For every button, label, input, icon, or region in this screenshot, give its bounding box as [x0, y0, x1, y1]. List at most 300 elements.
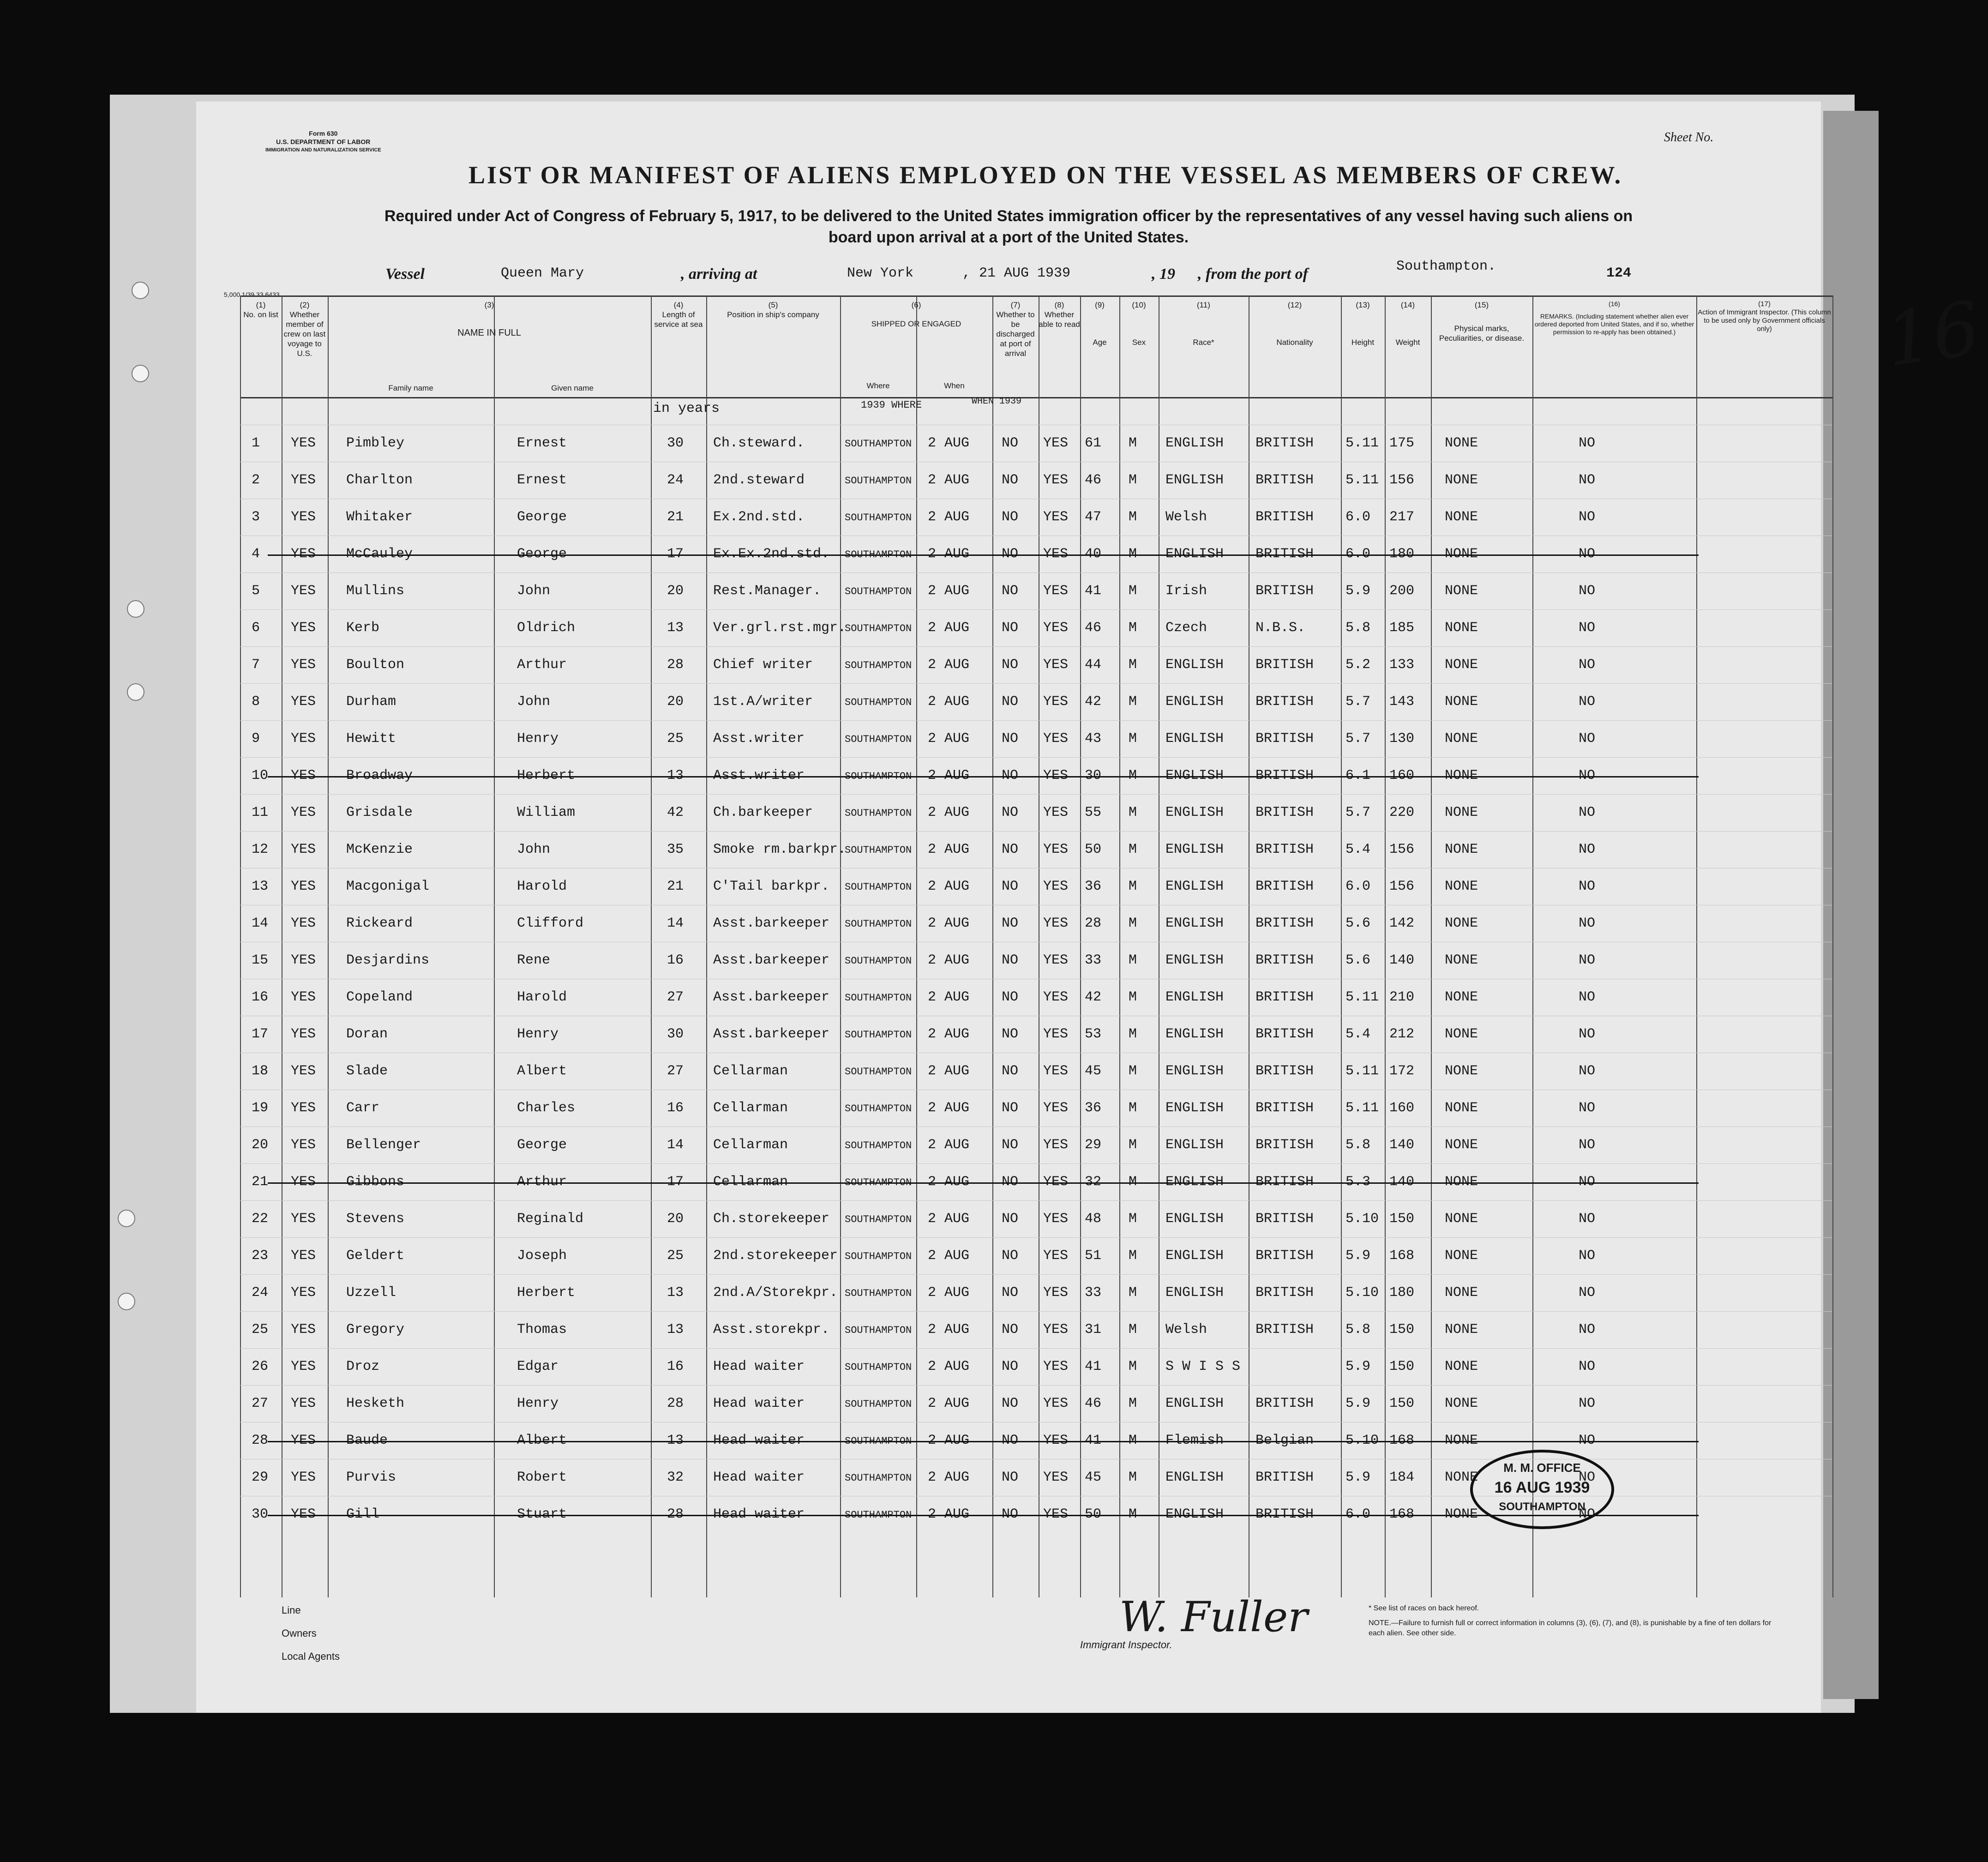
cell-marks: NONE	[1445, 472, 1478, 488]
cell-position: Asst.storekpr.	[713, 1322, 830, 1338]
cell-remarks: NO	[1579, 583, 1596, 599]
table-row	[240, 1274, 1832, 1312]
cell-position: 2nd.storekeeper	[713, 1248, 838, 1264]
cell-position: Asst.barkeeper	[713, 952, 830, 968]
cell-no: 20	[252, 1137, 269, 1153]
cell-race: ENGLISH	[1165, 435, 1224, 451]
cell-given: Edgar	[517, 1359, 559, 1374]
cell-read: YES	[1043, 1137, 1069, 1153]
cell-crew: YES	[291, 472, 316, 488]
cell-nationality: BRITISH	[1255, 583, 1314, 599]
cell-crew: YES	[291, 1211, 316, 1227]
cell-no: 29	[252, 1470, 269, 1485]
cell-age: 46	[1085, 620, 1102, 636]
cell-marks: NONE	[1445, 768, 1478, 783]
cell-crew: YES	[291, 694, 316, 710]
cell-discharged: NO	[1002, 435, 1019, 451]
cell-crew: YES	[291, 879, 316, 894]
cell-crew: YES	[291, 842, 316, 857]
cell-sex: M	[1129, 1026, 1137, 1042]
cell-family: Carr	[346, 1100, 380, 1116]
cell-race: ENGLISH	[1165, 916, 1224, 931]
cell-discharged: NO	[1002, 657, 1019, 673]
cell-family: Stevens	[346, 1211, 405, 1227]
cell-race: Welsh	[1165, 509, 1207, 525]
cell-when: 2 AUG	[928, 879, 970, 894]
list-number: 124	[1606, 265, 1632, 281]
table-row	[240, 757, 1832, 795]
cell-remarks: NO	[1579, 546, 1596, 562]
cell-nationality: BRITISH	[1255, 435, 1314, 451]
cell-where: SOUTHAMPTON	[845, 881, 912, 893]
cell-no: 2	[252, 472, 260, 488]
cell-crew: YES	[291, 916, 316, 931]
strikethrough-line	[268, 1441, 1699, 1442]
cell-race: ENGLISH	[1165, 989, 1224, 1005]
cell-remarks: NO	[1579, 768, 1596, 783]
header-col-1: (1) No. on list	[243, 301, 278, 319]
table-row	[240, 1237, 1832, 1275]
cell-age: 41	[1085, 1359, 1102, 1374]
cell-where: SOUTHAMPTON	[845, 660, 912, 671]
col-rule	[1832, 295, 1833, 1597]
cell-position: Asst.writer	[713, 768, 805, 783]
cell-position: Asst.barkeeper	[713, 989, 830, 1005]
cell-weight: 150	[1389, 1359, 1415, 1374]
cell-read: YES	[1043, 805, 1069, 820]
cell-no: 9	[252, 731, 260, 747]
cell-read: YES	[1043, 1322, 1069, 1338]
service-unit-note: in years	[653, 401, 720, 416]
departure-port: Southampton.	[1396, 259, 1496, 274]
cell-service: 25	[667, 731, 684, 747]
strikethrough-line	[268, 776, 1699, 777]
cell-marks: NONE	[1445, 1322, 1478, 1338]
cell-crew: YES	[291, 952, 316, 968]
cell-family: Hewitt	[346, 731, 396, 747]
cell-height: 5.7	[1345, 694, 1371, 710]
table-row	[240, 1163, 1832, 1201]
cell-given: Arthur	[517, 1174, 567, 1190]
cell-crew: YES	[291, 1174, 316, 1190]
cell-nationality: Belgian	[1255, 1433, 1314, 1448]
cell-sex: M	[1129, 657, 1137, 673]
cell-age: 41	[1085, 583, 1102, 599]
cell-when: 2 AUG	[928, 1359, 970, 1374]
cell-age: 33	[1085, 952, 1102, 968]
cell-height: 5.8	[1345, 620, 1371, 636]
cell-read: YES	[1043, 1063, 1069, 1079]
cell-age: 50	[1085, 842, 1102, 857]
cell-service: 17	[667, 546, 684, 562]
cell-nationality: BRITISH	[1255, 1322, 1314, 1338]
cell-sex: M	[1129, 620, 1137, 636]
cell-height: 6.0	[1345, 1506, 1371, 1522]
cell-marks: NONE	[1445, 620, 1478, 636]
cell-given: John	[517, 583, 551, 599]
line-label: Line	[282, 1604, 301, 1616]
cell-nationality: BRITISH	[1255, 916, 1314, 931]
inspector-signature: W. Fuller	[1119, 1593, 1308, 1641]
cell-marks: NONE	[1445, 1470, 1478, 1485]
cell-nationality: BRITISH	[1255, 731, 1314, 747]
cell-service: 13	[667, 1433, 684, 1448]
arriving-label: , arriving at	[681, 265, 757, 283]
cell-height: 6.0	[1345, 546, 1371, 562]
page-title: LIST OR MANIFEST OF ALIENS EMPLOYED ON THE VESSEL AS MEMBERS OF CREW.	[468, 161, 1623, 189]
cell-no: 1	[252, 435, 260, 451]
cell-no: 23	[252, 1248, 269, 1264]
local-agents-label: Local Agents	[282, 1651, 340, 1662]
cell-when: 2 AUG	[928, 472, 970, 488]
cell-when: 2 AUG	[928, 768, 970, 783]
cell-age: 44	[1085, 657, 1102, 673]
cell-given: William	[517, 805, 576, 820]
penalty-note: NOTE.—Failure to furnish full or correct information in columns (3), (6), (7), and (8), is punishable by a fine of ten dollars for each alien. See other side.	[1369, 1619, 1772, 1637]
cell-when: 2 AUG	[928, 731, 970, 747]
cell-service: 20	[667, 694, 684, 710]
cell-race: ENGLISH	[1165, 1063, 1224, 1079]
cell-nationality: BRITISH	[1255, 509, 1314, 525]
cell-service: 28	[667, 657, 684, 673]
cell-remarks: NO	[1579, 989, 1596, 1005]
cell-marks: NONE	[1445, 1396, 1478, 1411]
cell-discharged: NO	[1002, 1137, 1019, 1153]
cell-no: 3	[252, 509, 260, 525]
cell-height: 5.9	[1345, 1248, 1371, 1264]
cell-weight: 168	[1389, 1248, 1415, 1264]
cell-service: 13	[667, 620, 684, 636]
cell-when: 2 AUG	[928, 1137, 970, 1153]
cell-no: 22	[252, 1211, 269, 1227]
header-col-15: (15) Physical marks, Peculiarities, or disease.	[1439, 301, 1525, 343]
cell-when: 2 AUG	[928, 1063, 970, 1079]
table-row	[240, 1200, 1832, 1238]
cell-marks: NONE	[1445, 1433, 1478, 1448]
cell-weight: 156	[1389, 472, 1415, 488]
header-col-9: (9) Age	[1093, 301, 1107, 347]
cell-nationality: N.B.S.	[1255, 620, 1306, 636]
cell-race: ENGLISH	[1165, 879, 1224, 894]
cell-where: SOUTHAMPTON	[845, 1288, 912, 1299]
cell-service: 20	[667, 583, 684, 599]
cell-given: Henry	[517, 1396, 559, 1411]
cell-no: 10	[252, 768, 269, 783]
header-col-4: (4) Length of service at sea	[654, 301, 703, 329]
cell-marks: NONE	[1445, 1506, 1478, 1522]
print-code: 5,000 1/39 33.6433	[224, 291, 280, 298]
cell-nationality: BRITISH	[1255, 879, 1314, 894]
manifest-table	[240, 295, 1832, 1597]
cell-family: Gibbons	[346, 1174, 405, 1190]
cell-height: 5.9	[1345, 1359, 1371, 1374]
cell-height: 5.2	[1345, 657, 1371, 673]
cell-height: 5.4	[1345, 842, 1371, 857]
cell-family: Whitaker	[346, 509, 413, 525]
cell-sex: M	[1129, 1137, 1137, 1153]
header-col-14: (14) Weight	[1395, 301, 1420, 347]
cell-height: 5.10	[1345, 1285, 1379, 1301]
cell-no: 16	[252, 989, 269, 1005]
cell-remarks: NO	[1579, 731, 1596, 747]
cell-remarks: NO	[1579, 879, 1596, 894]
sheet-number-label: Sheet No.	[1664, 130, 1714, 145]
cell-race: ENGLISH	[1165, 1470, 1224, 1485]
cell-height: 5.11	[1345, 1100, 1379, 1116]
owners-label: Owners	[282, 1627, 317, 1639]
cell-service: 28	[667, 1506, 684, 1522]
cell-age: 51	[1085, 1248, 1102, 1264]
cell-sex: M	[1129, 916, 1137, 931]
cell-where: SOUTHAMPTON	[845, 807, 912, 819]
cell-race: ENGLISH	[1165, 694, 1224, 710]
cell-nationality: BRITISH	[1255, 694, 1314, 710]
cell-given: Ernest	[517, 472, 567, 488]
cell-race: Welsh	[1165, 1322, 1207, 1338]
header-col-11: (11) Race*	[1193, 301, 1214, 347]
cell-read: YES	[1043, 1506, 1069, 1522]
cell-where: SOUTHAMPTON	[845, 992, 912, 1004]
header-when: When	[944, 381, 965, 390]
cell-height: 5.9	[1345, 1396, 1371, 1411]
table-row	[240, 609, 1832, 647]
cell-marks: NONE	[1445, 1285, 1478, 1301]
cell-service: 42	[667, 805, 684, 820]
cell-when: 2 AUG	[928, 1470, 970, 1485]
cell-height: 5.11	[1345, 472, 1379, 488]
table-top-rule	[240, 295, 1832, 297]
sheet-number-handwritten: 16	[1880, 284, 1985, 384]
races-note: * See list of races on back hereof.	[1369, 1604, 1479, 1612]
cell-age: 55	[1085, 805, 1102, 820]
cell-position: Ex.2nd.std.	[713, 509, 805, 525]
binder-hole	[127, 600, 144, 618]
year-label: , 19	[1152, 265, 1175, 283]
cell-no: 11	[252, 805, 269, 820]
cell-race: ENGLISH	[1165, 731, 1224, 747]
cell-marks: NONE	[1445, 1100, 1478, 1116]
cell-given: Robert	[517, 1470, 567, 1485]
cell-age: 46	[1085, 1396, 1102, 1411]
cell-age: 32	[1085, 1174, 1102, 1190]
cell-age: 43	[1085, 731, 1102, 747]
cell-height: 5.6	[1345, 916, 1371, 931]
cell-race: ENGLISH	[1165, 1211, 1224, 1227]
cell-given: Harold	[517, 989, 567, 1005]
header-given-name: Given name	[551, 384, 594, 392]
cell-crew: YES	[291, 1285, 316, 1301]
header-col-3: (3) NAME IN FULL	[457, 301, 521, 338]
cell-read: YES	[1043, 1026, 1069, 1042]
cell-remarks: NO	[1579, 1396, 1596, 1411]
cell-crew: YES	[291, 1100, 316, 1116]
binder-hole	[132, 365, 149, 382]
arrival-port: New York	[847, 265, 914, 281]
cell-read: YES	[1043, 1248, 1069, 1264]
cell-weight: 150	[1389, 1211, 1415, 1227]
cell-read: YES	[1043, 1285, 1069, 1301]
cell-height: 5.4	[1345, 1026, 1371, 1042]
header-col-13: (13) Height	[1351, 301, 1375, 347]
table-row	[240, 462, 1832, 499]
table-row	[240, 572, 1832, 610]
cell-when: 2 AUG	[928, 546, 970, 562]
cell-marks: NONE	[1445, 509, 1478, 525]
cell-where: SOUTHAMPTON	[845, 1214, 912, 1225]
cell-given: Oldrich	[517, 620, 576, 636]
cell-service: 27	[667, 1063, 684, 1079]
cell-when: 2 AUG	[928, 509, 970, 525]
cell-crew: YES	[291, 1433, 316, 1448]
cell-where: SOUTHAMPTON	[845, 1472, 912, 1484]
cell-read: YES	[1043, 546, 1069, 562]
cell-age: 61	[1085, 435, 1102, 451]
cell-marks: NONE	[1445, 657, 1478, 673]
cell-remarks: NO	[1579, 842, 1596, 857]
cell-discharged: NO	[1002, 1359, 1019, 1374]
cell-discharged: NO	[1002, 509, 1019, 525]
cell-age: 48	[1085, 1211, 1102, 1227]
office-stamp	[1470, 1450, 1614, 1529]
cell-given: Ernest	[517, 435, 567, 451]
cell-family: Gill	[346, 1506, 380, 1522]
cell-where: SOUTHAMPTON	[845, 1325, 912, 1336]
cell-sex: M	[1129, 1396, 1137, 1411]
cell-height: 5.7	[1345, 731, 1371, 747]
cell-weight: 175	[1389, 435, 1415, 451]
cell-discharged: NO	[1002, 1063, 1019, 1079]
cell-no: 26	[252, 1359, 269, 1374]
cell-weight: 130	[1389, 731, 1415, 747]
cell-remarks: NO	[1579, 472, 1596, 488]
cell-weight: 220	[1389, 805, 1415, 820]
vessel-name: Queen Mary	[501, 265, 584, 281]
cell-given: Arthur	[517, 657, 567, 673]
cell-nationality: BRITISH	[1255, 472, 1314, 488]
from-port-label: , from the port of	[1198, 265, 1308, 283]
cell-when: 2 AUG	[928, 989, 970, 1005]
service: IMMIGRATION AND NATURALIZATION SERVICE	[265, 147, 381, 153]
cell-when: 2 AUG	[928, 1248, 970, 1264]
cell-remarks: NO	[1579, 1137, 1596, 1153]
cell-crew: YES	[291, 1470, 316, 1485]
cell-remarks: NO	[1579, 509, 1596, 525]
cell-service: 35	[667, 842, 684, 857]
cell-discharged: NO	[1002, 1396, 1019, 1411]
cell-marks: NONE	[1445, 1211, 1478, 1227]
cell-read: YES	[1043, 435, 1069, 451]
cell-crew: YES	[291, 1506, 316, 1522]
cell-sex: M	[1129, 1174, 1137, 1190]
cell-remarks: NO	[1579, 1322, 1596, 1338]
form-number: Form 630	[309, 130, 338, 137]
arrival-date: , 21 AUG 1939	[962, 265, 1071, 281]
stamp-office: M. M. OFFICE	[1503, 1461, 1581, 1475]
cell-read: YES	[1043, 657, 1069, 673]
cell-family: Grisdale	[346, 805, 413, 820]
cell-when: 2 AUG	[928, 657, 970, 673]
cell-where: SOUTHAMPTON	[845, 512, 912, 524]
cell-service: 14	[667, 1137, 684, 1153]
cell-race: ENGLISH	[1165, 1100, 1224, 1116]
cell-position: Cellarman	[713, 1137, 788, 1153]
cell-remarks: NO	[1579, 620, 1596, 636]
cell-sex: M	[1129, 1433, 1137, 1448]
cell-age: 36	[1085, 879, 1102, 894]
cell-given: Joseph	[517, 1248, 567, 1264]
cell-when: 2 AUG	[928, 583, 970, 599]
cell-nationality: BRITISH	[1255, 1285, 1314, 1301]
cell-position: Ch.storekeeper	[713, 1211, 830, 1227]
table-row	[240, 1053, 1832, 1090]
cell-position: Head waiter	[713, 1506, 805, 1522]
binder-hole	[118, 1210, 135, 1227]
cell-age: 45	[1085, 1063, 1102, 1079]
cell-where: SOUTHAMPTON	[845, 1362, 912, 1373]
cell-nationality: BRITISH	[1255, 1211, 1314, 1227]
cell-where: SOUTHAMPTON	[845, 1509, 912, 1521]
cell-discharged: NO	[1002, 472, 1019, 488]
cell-service: 13	[667, 1322, 684, 1338]
cell-sex: M	[1129, 805, 1137, 820]
cell-weight: 185	[1389, 620, 1415, 636]
cell-marks: NONE	[1445, 694, 1478, 710]
cell-read: YES	[1043, 916, 1069, 931]
cell-remarks: NO	[1579, 1100, 1596, 1116]
cell-nationality: BRITISH	[1255, 1396, 1314, 1411]
cell-sex: M	[1129, 1100, 1137, 1116]
strikethrough-line	[268, 554, 1699, 556]
cell-marks: NONE	[1445, 1248, 1478, 1264]
cell-read: YES	[1043, 1174, 1069, 1190]
cell-crew: YES	[291, 620, 316, 636]
cell-where: SOUTHAMPTON	[845, 1398, 912, 1410]
cell-race: Czech	[1165, 620, 1207, 636]
header-col-10: (10) Sex	[1132, 301, 1146, 347]
cell-given: Henry	[517, 731, 559, 747]
cell-marks: NONE	[1445, 952, 1478, 968]
cell-marks: NONE	[1445, 842, 1478, 857]
cell-nationality: BRITISH	[1255, 1100, 1314, 1116]
cell-nationality: BRITISH	[1255, 657, 1314, 673]
cell-sex: M	[1129, 694, 1137, 710]
cell-service: 25	[667, 1248, 684, 1264]
cell-race: ENGLISH	[1165, 657, 1224, 673]
cell-service: 21	[667, 879, 684, 894]
cell-nationality: BRITISH	[1255, 546, 1314, 562]
cell-given: Harold	[517, 879, 567, 894]
cell-height: 5.8	[1345, 1322, 1371, 1338]
header-col-6: (6) SHIPPED OR ENGAGED	[871, 301, 961, 328]
cell-nationality: BRITISH	[1255, 1137, 1314, 1153]
strikethrough-line	[268, 1182, 1699, 1184]
cell-discharged: NO	[1002, 583, 1019, 599]
cell-crew: YES	[291, 583, 316, 599]
cell-read: YES	[1043, 583, 1069, 599]
cell-family: Mullins	[346, 583, 405, 599]
cell-sex: M	[1129, 509, 1137, 525]
cell-age: 50	[1085, 1506, 1102, 1522]
cell-read: YES	[1043, 952, 1069, 968]
cell-weight: 143	[1389, 694, 1415, 710]
cell-weight: 217	[1389, 509, 1415, 525]
cell-nationality: BRITISH	[1255, 1248, 1314, 1264]
cell-discharged: NO	[1002, 694, 1019, 710]
when-year-note: WHEN 1939	[972, 396, 1022, 407]
cell-weight: 184	[1389, 1470, 1415, 1485]
cell-service: 14	[667, 916, 684, 931]
cell-given: Henry	[517, 1026, 559, 1042]
